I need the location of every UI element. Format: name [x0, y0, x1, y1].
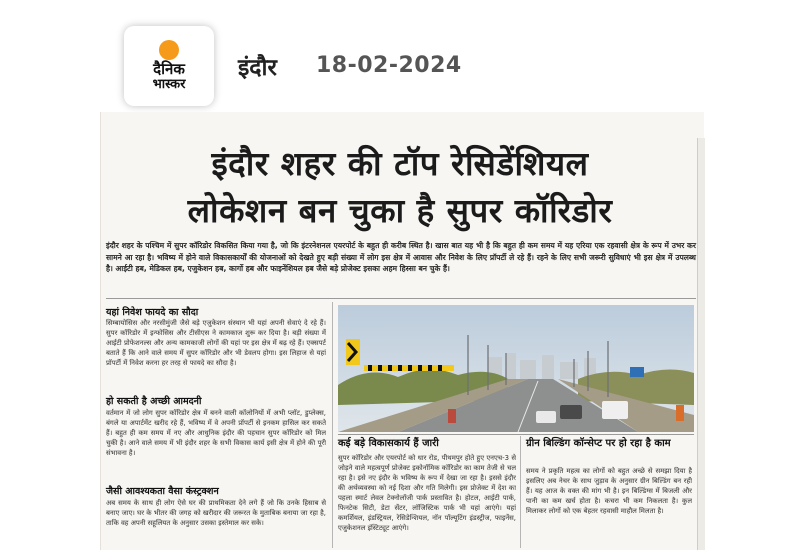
logo-text-line2: भास्कर — [152, 76, 186, 92]
section-heading-investment: यहां निवेश फायदे का सौदा — [106, 307, 199, 318]
edition-date: 18-02-2024 — [316, 53, 462, 78]
photo-divider — [338, 434, 694, 435]
logo-text-line1: दैनिक — [153, 59, 185, 78]
logo-sun-icon — [159, 40, 179, 60]
section-divider — [106, 298, 696, 299]
column-divider — [332, 302, 333, 548]
section-heading-construction: जैसी आवश्यकता वैसा कंस्ट्रक्शन — [106, 486, 219, 497]
column-divider-2 — [520, 436, 521, 548]
section-body-green-building: समय ने प्रकृति महत्व का लोगों को बहुत अच्छे से समझा दिया है इसलिए अब नेचर के साथ जुड़ाव के अनुसार ग्रीन बिल्डिंग बन रही हैं। यह आज के वक्त की मांग भी है। इन बिल्डिंग्स में बिजली और पानी का कम खर्च होता है। कचरा भी कम निकलता है। कुल मिलाकर लोगों को एक बेहतर रहवासी माहौल मिलता है। — [526, 467, 692, 515]
headline-line-2: लोकेशन बन चुका है सुपर कॉरिडोर — [187, 191, 613, 230]
dainik-bhaskar-logo[interactable] — [124, 26, 214, 106]
road-photo — [338, 305, 694, 432]
edition-city: इंदौर — [238, 55, 277, 81]
section-body-investment: सिम्बायोसिस और नरसीमुंजी जैसे बड़े एजुकेशन संस्थान भी यहां अपनी सेवाएं दे रहे हैं। सुपर कॉरिडोर में इन्फोसिस और टीसीएस ने कामकाज शुरू कर दिया है। बड़ी संख्या में आईटी प्रोफेशनल्स और अन्य कामकाजी लोगों की यहां पर इस क्षेत्र में बढ़ रहे हैं। एक्सपर्ट बताते हैं कि आने वाले समय में सुपर कॉरिडोर और भी डेवलप होगा। इस लिहाज से यहां प्रॉपर्टी में निवेश करना हर तरह से फायदे का सौदा है। — [106, 319, 326, 367]
section-heading-green-building: ग्रीन बिल्डिंग कॉन्सेप्ट पर हो रहा है काम — [526, 438, 671, 449]
section-body-construction: अब समय के साथ ही लोग ऐसे घर की प्राथमिकता देने लगे हैं जो कि उनके हिसाब से बनाए जाए। घर के भीतर की जगह को खरीदार की जरूरत के मुताबिक बनाया जा रहा है, ताकि वह अपनी सहूलियत के अनुसार उसका इस्तेमाल कर सके। — [106, 499, 326, 527]
section-heading-income: हो सकती है अच्छी आमदनी — [106, 396, 202, 407]
section-heading-development: कई बड़े विकासकार्य हैं जारी — [338, 438, 439, 449]
headline-line-1: इंदौर शहर की टॉप रेसिडेंशियल — [211, 144, 589, 183]
section-body-development: सुपर कॉरिडोर और एयरपोर्ट को धार रोड, पीथमपुर होते हुए एनएच-3 से जोड़ने वाले महत्वपूर्ण प्रोजेक्ट इकोनॉमिक कॉरिडोर का काम तेजी से चल रहा है। इसे नए इंदौर के भविष्य के रूप में देखा जा रहा है। इससे इंदौर की अर्थव्यवस्था को नई दिशा और गति मिलेगी। इस प्रोजेक्ट में देश का पहला स्मार्ट लेवल टेक्नोलॉजी पार्क प्रस्तावित है। होटल, आईटी पार्क, फिनटेक सिटी, डेटा सेंटर, लॉजिस्टिक पार्क भी यहां आएंगे। यहां कमर्शियल, इंडस्ट्रियल, रेसिडेन्शियल, नॉन पॉल्यूटिंग इंडस्ट्रीज, फाइनेंस, एजुकेशनल इंस्टिट्यूट आएंगे। — [338, 454, 516, 532]
section-body-income: वर्तमान में जो लोग सुपर कॉरिडोर क्षेत्र में बनने वाली कॉलोनियों में अभी प्लॉट, डुप्लेक्स, बंगले या अपार्टमेंट खरीद रहे हैं, भविष्य में वे अपनी प्रॉपर्टी से इनकम हासिल कर सकते हैं। बहुत ही कम समय में नए और आधुनिक इंदौर की पहचान सुपर कॉरिडोर को मिल चुकी है। आने वाले समय में भी इंदौर शहर के सभी विकास कार्य इसी क्षेत्र में होने की पूरी संभावना है। — [106, 409, 326, 457]
intro-paragraph: इंदौर शहर के पश्चिम में सुपर कॉरिडोर विकसित किया गया है, जो कि इंटरनेशनल एयरपोर्ट के बहुत ही करीब स्थित है। खास बात यह भी है कि बहुत ही कम समय में यह एरिया एक रहवासी क्षेत्र के रूप में उभर कर सामने आ रहा है। भविष्य में होने वाले विकासकार्यों की योजनाओं को देखते हुए बड़ी संख्या में लोग इस क्षेत्र में आवास और निवेश के लिए प्रॉपर्टी ले रहे हैं। रहने के लिए सभी जरूरी सुविधाएं भी इस क्षेत्र में उपलब्ध है। आईटी हब, मेडिकल हब, एजुकेशन हब, कार्गो हब और फाइनेंशियल हब जैसे बड़े प्रोजेक्ट इसका अहम हिस्सा बन चुके हैं। — [106, 241, 696, 274]
